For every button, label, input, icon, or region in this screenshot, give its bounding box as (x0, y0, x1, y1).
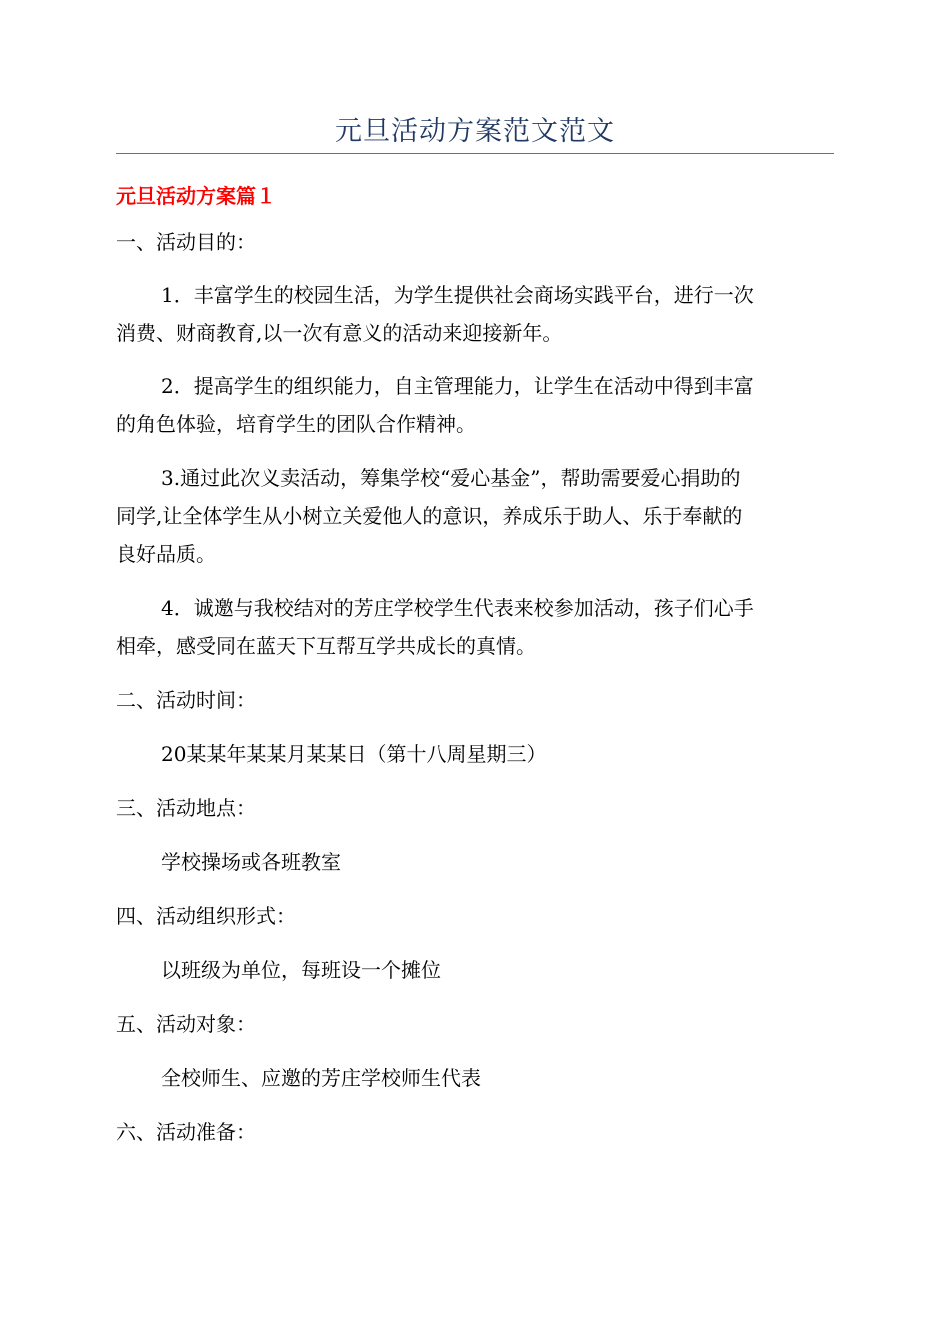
heading-activity-purpose: 一、活动目的： (116, 230, 256, 254)
title-underline-rule (116, 153, 834, 154)
section-heading: 元旦活动方案篇１ (116, 184, 276, 208)
heading-activity-preparation: 六、活动准备： (116, 1120, 256, 1144)
activity-audience-value: 全校师生、应邀的芳庄学校师生代表 (161, 1066, 481, 1090)
activity-location-value: 学校操场或各班教室 (161, 850, 341, 874)
purpose-item-4-line-2: 相牵，感受同在蓝天下互帮互学共成长的真情。 (116, 634, 536, 658)
heading-activity-location: 三、活动地点： (116, 796, 256, 820)
heading-activity-audience: 五、活动对象： (116, 1012, 256, 1036)
purpose-item-3-line-2: 同学,让全体学生从小树立关爱他人的意识，养成乐于助人、乐于奉献的 (116, 504, 743, 528)
document-title: 元旦活动方案范文范文 (335, 116, 615, 147)
purpose-item-2-line-2: 的角色体验，培育学生的团队合作精神。 (116, 412, 476, 436)
organization-form-value: 以班级为单位，每班设一个摊位 (161, 958, 441, 982)
purpose-item-1-line-2: 消费、财商教育,以一次有意义的活动来迎接新年。 (116, 321, 563, 345)
activity-time-value: 20某某年某某月某某日（第十八周星期三） (161, 742, 547, 766)
purpose-item-2-line-1: 2．提高学生的组织能力，自主管理能力，让学生在活动中得到丰富 (161, 374, 754, 398)
purpose-item-4-line-1: 4．诚邀与我校结对的芳庄学校学生代表来校参加活动，孩子们心手 (161, 596, 754, 620)
heading-organization-form: 四、活动组织形式： (116, 904, 296, 928)
purpose-item-1-line-1: 1．丰富学生的校园生活，为学生提供社会商场实践平台，进行一次 (161, 283, 754, 307)
purpose-item-3-line-3: 良好品质。 (116, 542, 216, 566)
heading-activity-time: 二、活动时间： (116, 688, 256, 712)
purpose-item-3-line-1: 3.通过此次义卖活动，筹集学校“爱心基金”，帮助需要爱心捐助的 (161, 466, 741, 490)
